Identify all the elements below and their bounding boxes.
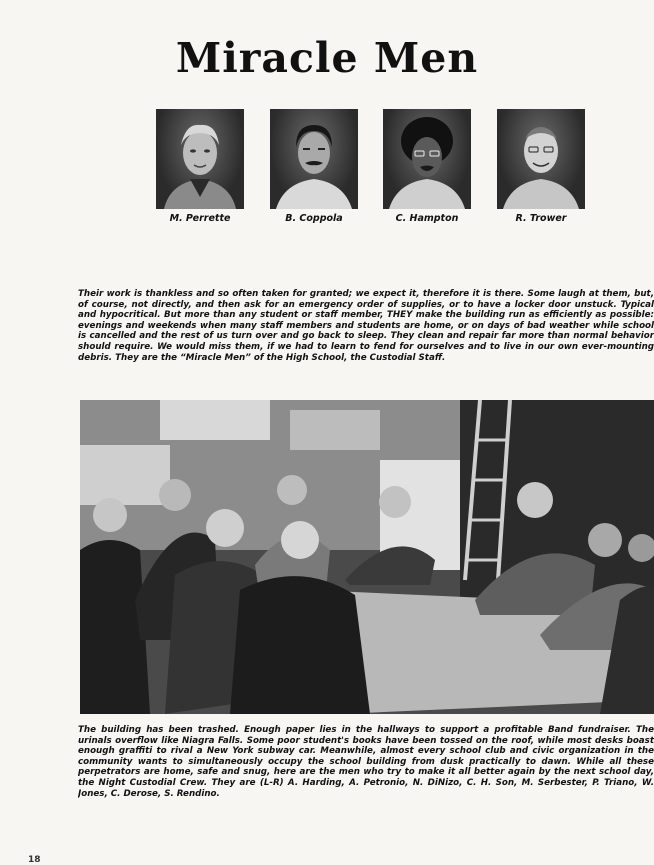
group-photo-caption: The building has been trashed. Enough paper lies in the hallways to support a profitable Band fundraiser. The urinals overflow like Niagra Falls. Some poor student's books have been tossed on the roof, while most desks boast enough graffiti to rival a New York subway car. Meanwhile, almost every school club and civic organization in the community wants to simultaneously occupy the school building from dusk practically to dawn. While all these perpetrators are home, safe and snug, here are the men who try to make it all better again by the next school day, the Night Custodial Crew. They are (L-R) A. Harding, A. Petronio, N. DiNizo, C. H. Son, M. Serbester, P. Triano, W. Jones, C. Derose, S. Rendino. [78, 725, 654, 799]
portrait-card [383, 109, 471, 224]
page-number: 18 [28, 855, 41, 865]
group-photo [80, 400, 654, 714]
portrait-photo [156, 109, 244, 209]
portrait-card [156, 109, 244, 224]
portrait-card [270, 109, 358, 224]
portrait-name: M. Perrette [169, 213, 231, 224]
portrait-name: R. Trower [515, 213, 567, 224]
portrait-photo [270, 109, 358, 209]
portrait-name: B. Coppola [285, 213, 343, 224]
intro-paragraph: Their work is thankless and so often taken for granted; we expect it, therefore it is there. Some laugh at them, but, of course, not directly, and then ask for an emergency order of supplies, or to have a locker door unstuck. Typical and hypocritical. But more than any student or staff member, THEY make the building run as efficiently as possible: evenings and weekends when many staff members and students are home, or on days of bad weather while school is cancelled and the rest of us turn over and go back to sleep. They clean and repair far more than normal behavior should require. We would miss them, if we had to learn to fend for ourselves and to live in our own ever-mounting debris. They are the “Miracle Men” of the High School, the Custodial Staff. [78, 289, 654, 363]
portrait-name: C. Hampton [395, 213, 459, 224]
portrait-photo [497, 109, 585, 209]
page-title: Miracle Men [175, 34, 479, 82]
portrait-photo [383, 109, 471, 209]
portrait-card [497, 109, 585, 224]
